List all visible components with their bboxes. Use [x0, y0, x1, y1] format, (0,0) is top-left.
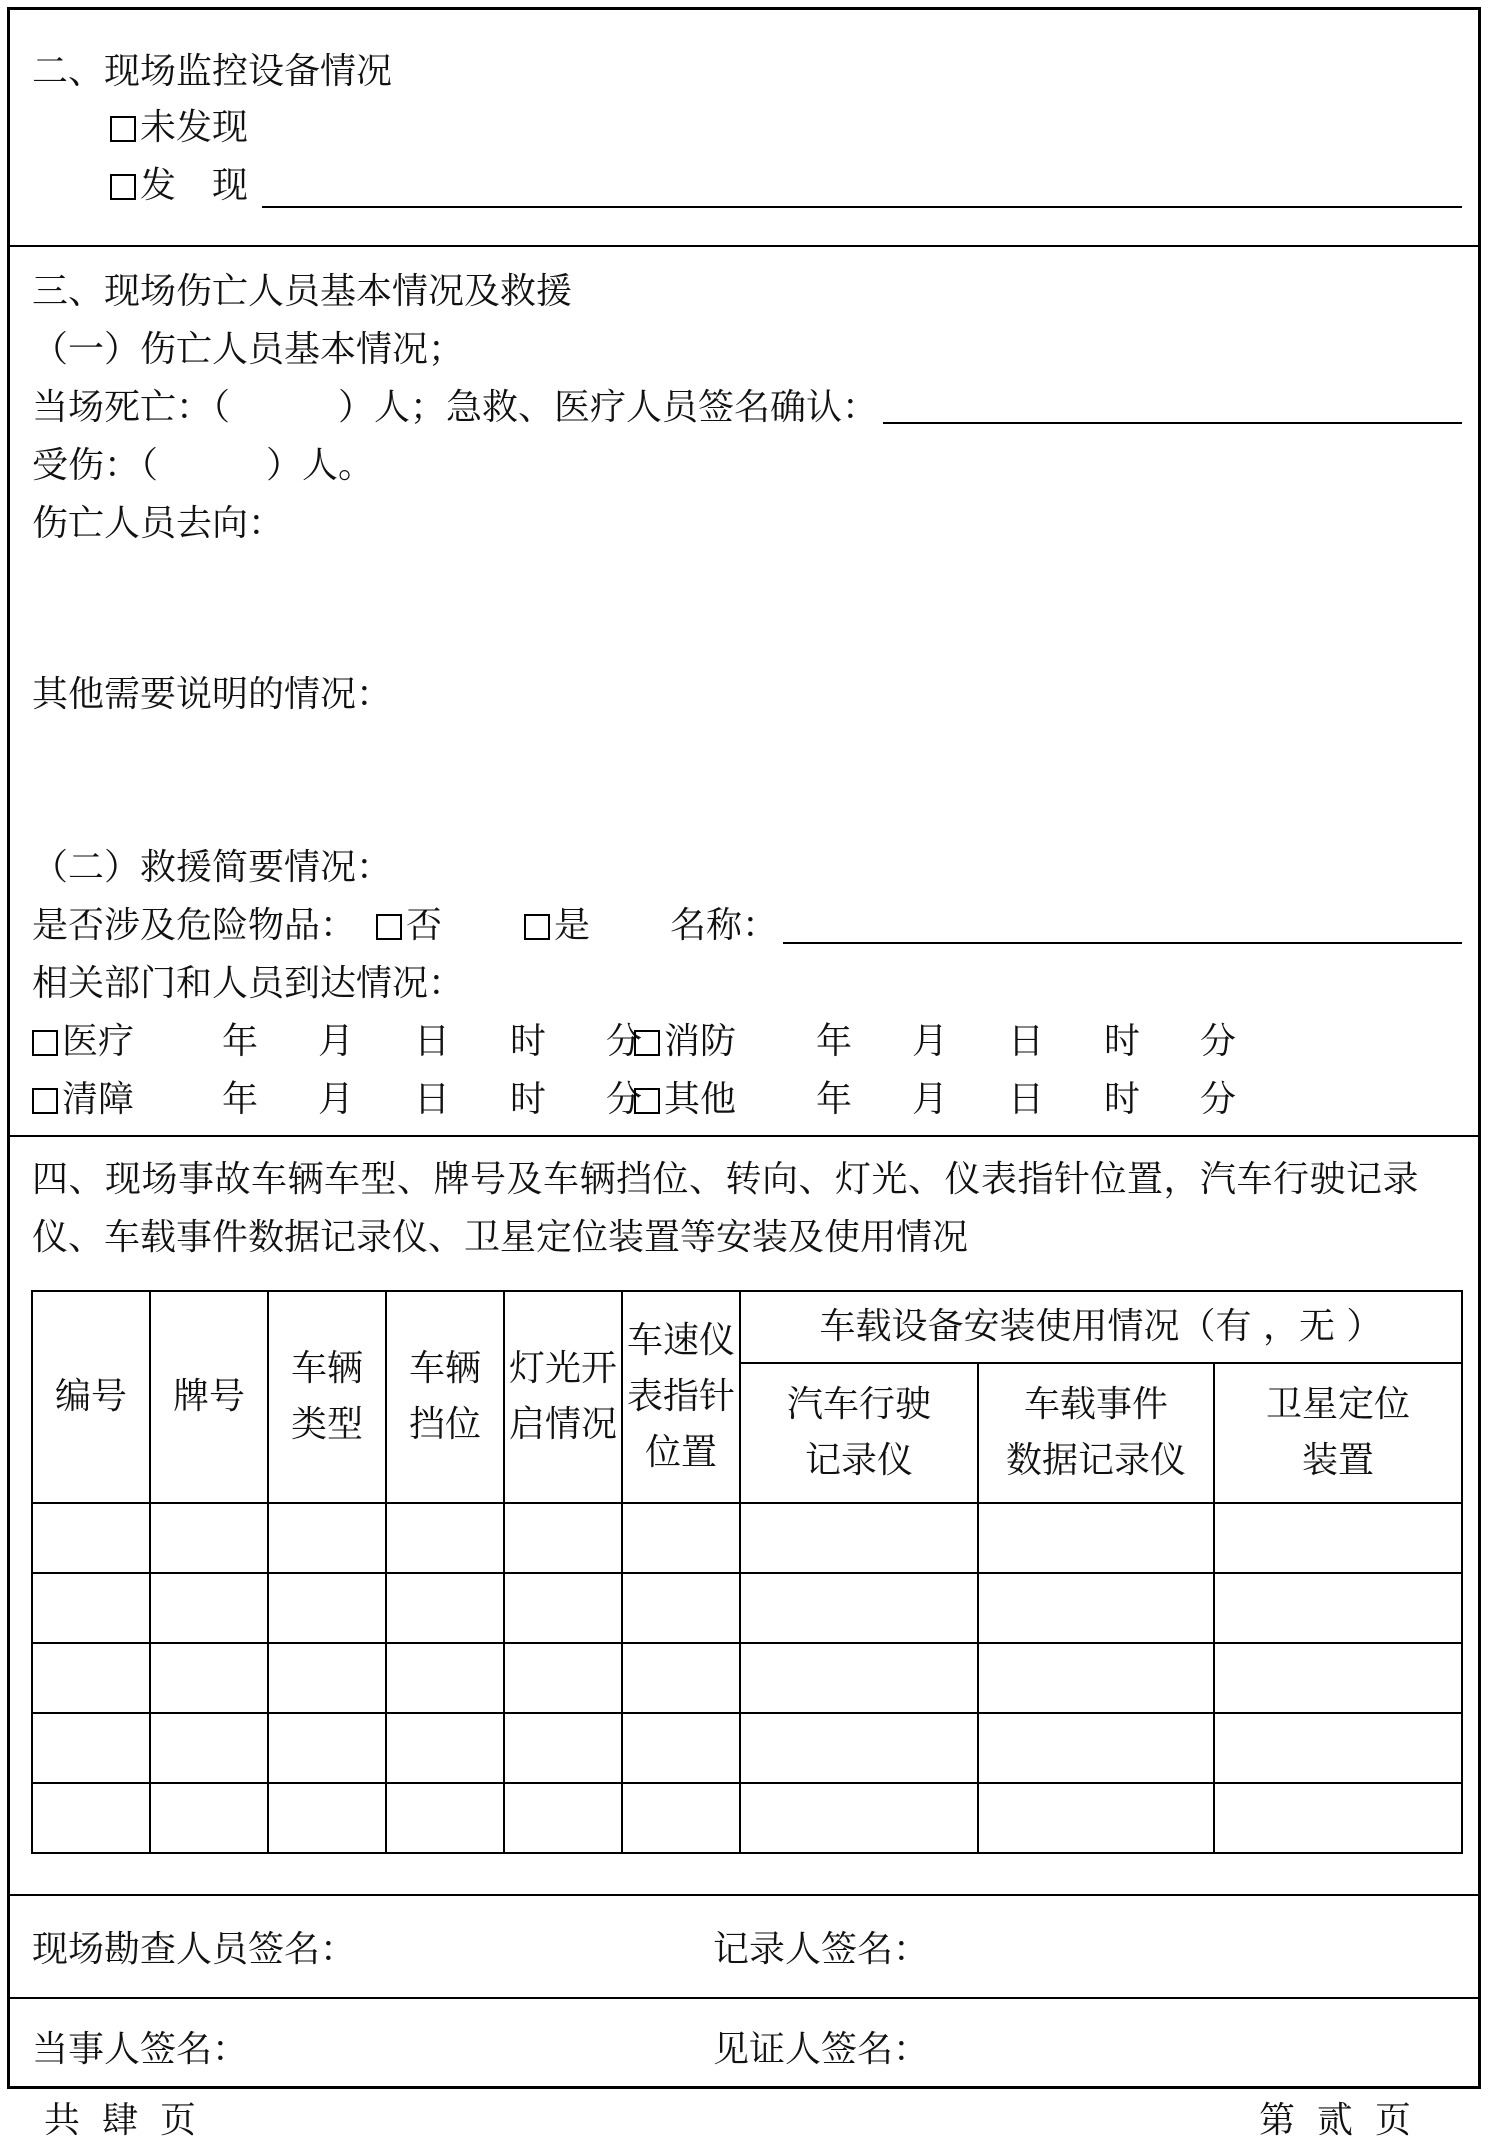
hazmat-option-no[interactable]: [376, 906, 442, 946]
cell-gps[interactable]: [1214, 1503, 1462, 1573]
total-pages: 共肆页: [44, 2100, 219, 2141]
destination-label: 伤亡人员去向：: [32, 503, 285, 544]
cell-gps[interactable]: [1214, 1643, 1462, 1713]
section4-title-line1: 四、现场事故车辆车型、牌号及车辆挡位、转向、灯光、仪表指针位置，汽车行驶记录: [32, 1159, 1420, 1200]
divider: [10, 245, 1478, 247]
cell-gps[interactable]: [1214, 1573, 1462, 1643]
arrival-towing-label: 清障: [62, 1079, 135, 1120]
cell-plate[interactable]: [150, 1783, 268, 1853]
checkbox-yes[interactable]: [524, 914, 550, 940]
checkbox-towing[interactable]: [32, 1088, 58, 1114]
arrival-other[interactable]: [634, 1080, 736, 1120]
col-gps-header: 卫星定位 装置: [1214, 1363, 1462, 1503]
cell-number[interactable]: [32, 1643, 150, 1713]
cell-edr[interactable]: [978, 1713, 1214, 1783]
cell-lights[interactable]: [504, 1503, 622, 1573]
checkbox-fire[interactable]: [634, 1030, 660, 1056]
col-edr-header: 车载事件 数据记录仪: [978, 1363, 1214, 1503]
option-found-label: 发 现: [140, 165, 249, 206]
cell-lights[interactable]: [504, 1573, 622, 1643]
section4-title-line2: 仪、车载事件数据记录仪、卫星定位装置等安装及使用情况: [32, 1217, 969, 1258]
cell-plate[interactable]: [150, 1503, 268, 1573]
col-lights-header: 灯光开 启情况: [504, 1291, 622, 1503]
cell-vehicle-type[interactable]: [268, 1573, 386, 1643]
arrival-towing-time[interactable]: 年 月 日 时 分: [222, 1079, 655, 1120]
cell-gps[interactable]: [1214, 1713, 1462, 1783]
cell-lights[interactable]: [504, 1713, 622, 1783]
page-number: 第贰页: [1259, 2100, 1434, 2141]
col-speedo-header: 车速仪 表指针 位置: [622, 1291, 740, 1503]
arrival-medical-time[interactable]: 年 月 日 时 分: [222, 1021, 655, 1062]
arrival-label: 相关部门和人员到达情况：: [32, 963, 465, 1004]
cell-vehicle-type[interactable]: [268, 1713, 386, 1783]
hazmat-option-no-label: 否: [406, 905, 443, 946]
arrival-towing[interactable]: [32, 1080, 134, 1120]
checkbox-other[interactable]: [634, 1088, 660, 1114]
cell-lights[interactable]: [504, 1783, 622, 1853]
option-found[interactable]: [110, 166, 248, 206]
cell-tachograph[interactable]: [740, 1783, 978, 1853]
cell-edr[interactable]: [978, 1643, 1214, 1713]
hazmat-name-field[interactable]: [783, 942, 1462, 944]
divider: [10, 1135, 1478, 1137]
divider: [10, 1997, 1478, 1999]
table-row: [32, 1573, 1462, 1643]
cell-gear[interactable]: [386, 1783, 504, 1853]
col-gear-header: 车辆 挡位: [386, 1291, 504, 1503]
checkbox-found[interactable]: [110, 174, 136, 200]
table-row: [32, 1503, 1462, 1573]
deaths-line: 当场死亡：（ ）人；急救、医疗人员签名确认：: [32, 387, 879, 428]
hazmat-label: 是否涉及危险物品：: [32, 905, 357, 946]
cell-tachograph[interactable]: [740, 1503, 978, 1573]
arrival-other-time[interactable]: 年 月 日 时 分: [816, 1079, 1249, 1120]
found-detail-field[interactable]: [262, 206, 1462, 208]
witness-signature-label: 见证人签名：: [713, 2029, 930, 2070]
cell-gps[interactable]: [1214, 1783, 1462, 1853]
cell-number[interactable]: [32, 1573, 150, 1643]
form-page: [7, 7, 1481, 2089]
cell-speedo[interactable]: [622, 1783, 740, 1853]
cell-speedo[interactable]: [622, 1643, 740, 1713]
cell-vehicle-type[interactable]: [268, 1643, 386, 1713]
section3-sub2: （二）救援简要情况：: [32, 847, 393, 888]
arrival-fire-label: 消防: [664, 1021, 737, 1062]
divider: [10, 1894, 1478, 1896]
other-info-label: 其他需要说明的情况：: [32, 674, 393, 715]
arrival-medical[interactable]: [32, 1022, 134, 1062]
party-signature-label: 当事人签名：: [32, 2029, 249, 2070]
section2-title: 二、现场监控设备情况: [32, 51, 393, 92]
hazmat-option-yes-label: 是: [554, 905, 591, 946]
cell-tachograph[interactable]: [740, 1573, 978, 1643]
section3-sub1: （一）伤亡人员基本情况；: [32, 329, 465, 370]
col-tachograph-header: 汽车行驶 记录仪: [740, 1363, 978, 1503]
option-not-found[interactable]: [110, 108, 248, 148]
medical-signature-field[interactable]: [883, 422, 1462, 424]
table-row: [32, 1783, 1462, 1853]
onboard-equipment-group-header: 车载设备安装使用情况（有 ，无 ）: [740, 1291, 1462, 1363]
cell-speedo[interactable]: [622, 1503, 740, 1573]
col-number-header: 编号: [32, 1291, 150, 1503]
table-row: [32, 1643, 1462, 1713]
cell-number[interactable]: [32, 1503, 150, 1573]
cell-number[interactable]: [32, 1713, 150, 1783]
cell-lights[interactable]: [504, 1643, 622, 1713]
arrival-fire[interactable]: [634, 1022, 736, 1062]
cell-plate[interactable]: [150, 1643, 268, 1713]
cell-plate[interactable]: [150, 1573, 268, 1643]
cell-edr[interactable]: [978, 1503, 1214, 1573]
arrival-medical-label: 医疗: [62, 1021, 135, 1062]
checkbox-no[interactable]: [376, 914, 402, 940]
hazmat-option-yes[interactable]: [524, 906, 590, 946]
checkbox-not-found[interactable]: [110, 116, 136, 142]
cell-gear[interactable]: [386, 1643, 504, 1713]
cell-edr[interactable]: [978, 1573, 1214, 1643]
cell-speedo[interactable]: [622, 1713, 740, 1783]
table-row: [32, 1713, 1462, 1783]
cell-edr[interactable]: [978, 1783, 1214, 1853]
cell-gear[interactable]: [386, 1713, 504, 1783]
hazmat-name-label: 名称：: [670, 905, 779, 946]
cell-gear[interactable]: [386, 1573, 504, 1643]
arrival-other-label: 其他: [664, 1079, 737, 1120]
recorder-signature-label: 记录人签名：: [713, 1929, 930, 1970]
cell-speedo[interactable]: [622, 1573, 740, 1643]
cell-tachograph[interactable]: [740, 1643, 978, 1713]
arrival-fire-time[interactable]: 年 月 日 时 分: [816, 1021, 1249, 1062]
cell-vehicle-type[interactable]: [268, 1783, 386, 1853]
checkbox-medical[interactable]: [32, 1030, 58, 1056]
col-plate-header: 牌号: [150, 1291, 268, 1503]
vehicle-table: [31, 1290, 1463, 1854]
investigator-signature-label: 现场勘查人员签名：: [32, 1929, 357, 1970]
cell-vehicle-type[interactable]: [268, 1503, 386, 1573]
col-vehicle-type-header: 车辆 类型: [268, 1291, 386, 1503]
cell-gear[interactable]: [386, 1503, 504, 1573]
cell-number[interactable]: [32, 1783, 150, 1853]
cell-tachograph[interactable]: [740, 1713, 978, 1783]
section3-title: 三、现场伤亡人员基本情况及救援: [32, 271, 573, 312]
injured-line: 受伤：（ ）人。: [32, 445, 375, 486]
cell-plate[interactable]: [150, 1713, 268, 1783]
option-not-found-label: 未发现: [140, 107, 249, 148]
